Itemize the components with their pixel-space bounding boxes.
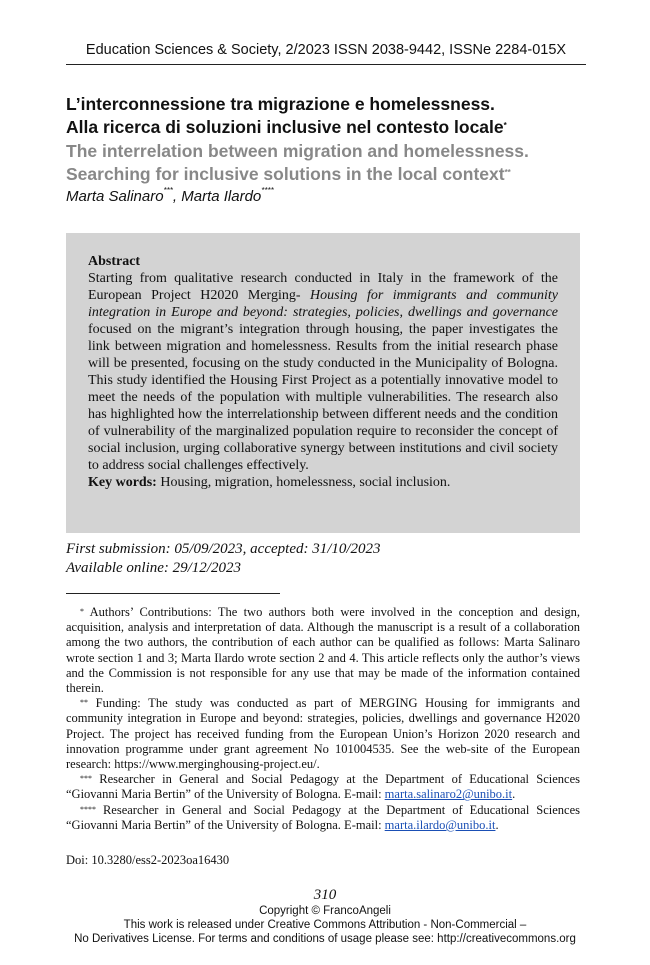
license-line: This work is released under Creative Commons Attribution - Non-Commercial –	[123, 919, 527, 931]
footnote-text: Researcher in General and Social Pedagogy at the Department of Educational Sciences “Giovanni Maria Bertin” of the University of Bologna. E-mail:	[66, 772, 580, 802]
keywords-label: Key words:	[88, 475, 157, 490]
abstract-box	[66, 233, 580, 533]
submission-date: First submission: 05/09/2023, accepted: 31/10/2023	[66, 541, 381, 557]
keywords	[88, 474, 558, 491]
english-title-footnote-mark: **	[504, 168, 511, 177]
author-separator: ,	[172, 188, 182, 205]
footnote-author1	[66, 772, 580, 802]
footnote-text: Funding: The study was conducted as part of MERGING Housing for immigrants and community integration in Europe and beyond: strategies, policies, dwellings and governance H2020 Project. The project has received funding from the European Union’s Horizon 2020 research and innovation programme under grant agreement No 101004535. See the web-site of the European research: https://www.merginghousing-project.eu/.	[66, 696, 580, 772]
doi: Doi: 10.3280/ess2-2023oa16430	[66, 853, 230, 867]
footnote-contributions	[66, 605, 580, 696]
author-name: Marta Salinaro	[66, 188, 164, 205]
available-date: Available online: 29/12/2023	[66, 560, 241, 576]
author-list	[66, 188, 274, 205]
abstract-text: focused on the migrant’s integration through housing, the paper investigates the link between migration and homelessness. Results from the initial research phase will be presented, focusing on the study conducted in the Municipality of Bologna. This study identified the Housing First Project as a potentially innovative model to meet the needs of the population with multiple vulnerabilities. The research also has highlighted how the interrelationship between different needs and the condition of vulnerability of the marginalized population require to reconsider the concept of social inclusion, urging collaborative synergy between institutions and civil society to address social challenges effectively.	[88, 322, 558, 473]
license-footer	[0, 904, 650, 946]
journal-header: Education Sciences & Society, 2/2023 ISSN 2038-9442, ISSNe 2284-015X	[85, 42, 567, 58]
keywords-text: Housing, migration, homelessness, social inclusion.	[156, 475, 451, 490]
footnote-text: Authors’ Contributions: The two authors both were involved in the conception and design, acquisition, analysis and interpretation of data. Although the manuscript is a result of a collaboration among the two authors, the contribution of each author can be qualified as follows: Marta Salinaro wrote section 1 and 3; Marta Ilardo wrote section 2 and 4. This article reflects only the author’s views and the Commission is not responsible for any use that may be made of the information contained therein.	[66, 605, 580, 696]
italian-title-line2-text: Alla ricerca di soluzioni inclusive nel contesto locale	[66, 117, 504, 137]
english-title	[66, 140, 596, 186]
footnote-text: Researcher in General and Social Pedagogy at the Department of Educational Sciences “Giovanni Maria Bertin” of the University of Bologna. E-mail:	[66, 802, 580, 832]
italian-title	[66, 93, 596, 139]
header-divider	[66, 64, 586, 65]
author-footnote-mark: ****	[261, 186, 274, 195]
italian-title-line2	[66, 116, 596, 139]
abstract-body	[88, 270, 558, 474]
abstract-project-title: Housing for immigrants and community integration in Europe and beyond: strategies, policies, dwellings and governance	[88, 288, 558, 320]
english-title-line1: The interrelation between migration and homelessness.	[66, 141, 529, 161]
footnote-end: .	[512, 787, 516, 802]
footnote-end: .	[495, 817, 499, 832]
abstract-content	[88, 253, 558, 491]
footnote-divider	[66, 593, 280, 594]
license-line: No Derivatives License. For terms and conditions of usage please see: http://creativecommons.org	[74, 933, 576, 945]
abstract-heading: Abstract	[88, 254, 141, 269]
footnote-mark: *	[80, 607, 84, 616]
author1-email-link[interactable]: marta.salinaro2@unibo.it	[384, 787, 513, 802]
footnote-mark: ***	[80, 774, 92, 784]
footnote-author2	[66, 803, 580, 833]
italian-title-footnote-mark: *	[503, 121, 507, 130]
footnote-mark: **	[80, 698, 88, 708]
page-number: 310	[313, 887, 337, 903]
italian-title-line1: L’interconnessione tra migrazione e homelessness.	[66, 94, 495, 114]
author-footnote-mark: ***	[163, 186, 173, 195]
author-name: Marta Ilardo	[181, 188, 262, 205]
submission-dates	[66, 540, 381, 578]
copyright: Copyright © FrancoAngeli	[259, 905, 391, 917]
english-title-line2-text: Searching for inclusive solutions in the local context	[66, 164, 505, 184]
footnotes	[66, 605, 580, 833]
footnote-funding	[66, 696, 580, 772]
abstract-text: Starting from qualitative research conducted in Italy in the framework of the European Project H2020 Merging-	[88, 271, 558, 303]
author2-email-link[interactable]: marta.ilardo@unibo.it	[384, 817, 496, 832]
english-title-line2	[66, 163, 596, 186]
footnote-mark: ****	[80, 804, 96, 814]
